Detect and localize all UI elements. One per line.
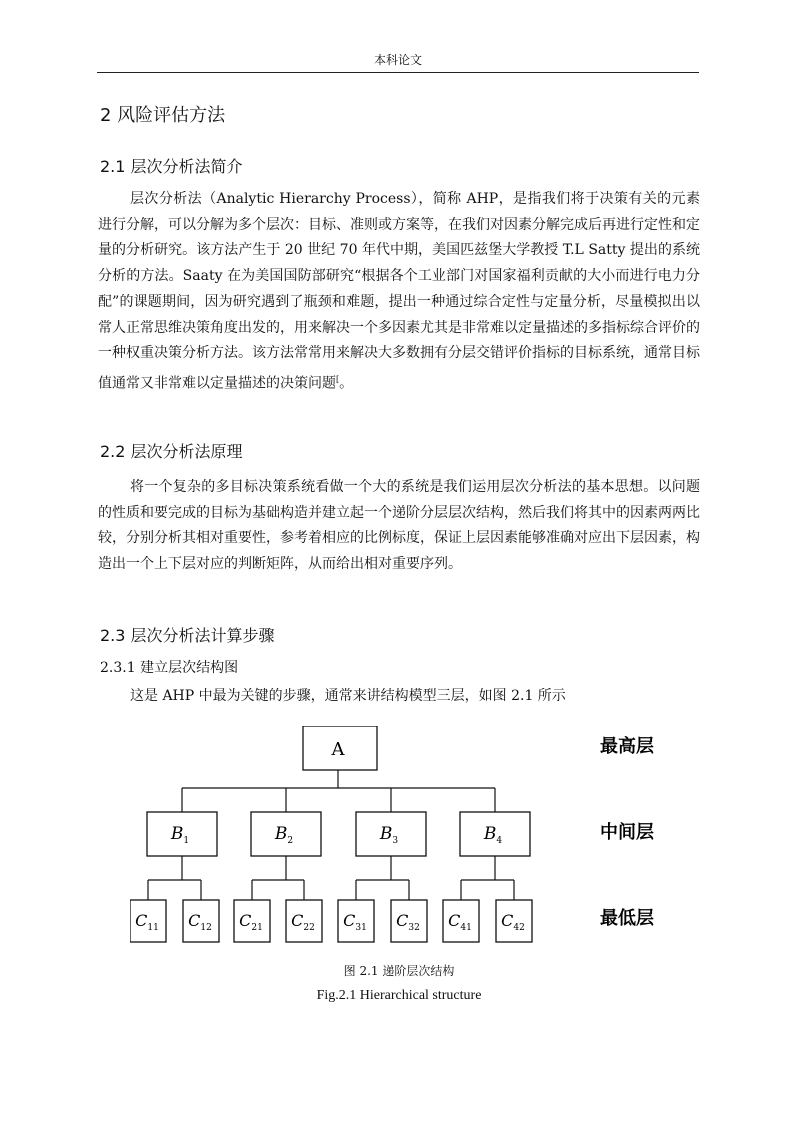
paragraph-ahp-principle: 将一个复杂的多目标决策系统看做一个大的系统是我们运用层次分析法的基本思想。以问题的性质和要完成的目标为基础构造并建立起一个递阶分层层次结构，然后我们将其中的因素两两比较，分别分析其相对重要性，参考着相应的比例标度，保证上层因素能够准确对应出下层因素，构造出一个上下层对应的判断矩阵，从而给出相对重要序列。 [98,479,700,573]
subsection-title-2-1: 2.1 层次分析法简介 [100,157,243,176]
paragraph-structure-intro: 这是 AHP 中最为关键的步骤，通常来讲结构模型三层，如图 2.1 所示 [130,688,566,704]
bottom-node-label-6: $C_{32}$ [396,911,420,933]
bottom-node-label-8: $C_{42}$ [501,911,525,933]
middle-node-label-1: $B_1$ [170,824,190,846]
subsubsection-title-2-3-1: 2.3.1 建立层次结构图 [100,660,239,676]
hierarchy-figure [130,726,670,946]
section-title: 2 风险评估方法 [100,105,226,126]
level-label-3: 最低层 [600,908,654,929]
paragraph-end-mark: 。 [339,375,354,392]
subsection-title-2-3: 2.3 层次分析法计算步骤 [100,626,275,645]
figure-caption-en: Fig.2.1 Hierarchical structure [316,988,482,1003]
hierarchy-diagram [130,726,670,946]
bottom-node-label-7: $C_{41}$ [448,911,472,933]
bottom-node-label-2: $C_{12}$ [188,911,212,933]
paragraph-ahp-intro-text: 层次分析法（Analytic Hierarchy Process），简称 AHP，是指我们将于决策有关的元素进行分解，可以分解为多个层次：目标、准则或方案等，在我们对因素分解完成后再进行定性和定量的分析研究。该方法产生于 20 世纪 70 年代中期，美国匹兹堡大学教授 T.L Satty 提出的系统分析的方法。Saaty 在为美国国防部研究“根据各个工业部门对国家福利贡献的大小而进行电力分配”的课题期间，因为研究遇到了瓶颈和难题，提出一种通过综合定性与定量分析，尽量模拟出以常人正常思维决策角度出发的，用来解决一个多因素尤其是非常难以定量描述的多指标综合评价的一种权重决策分析方法。该方法常常用来解决大多数拥有分层交错评价指标的目标系统，通常目标值通常又非常难以定量描述的决策问题 [98,191,700,392]
top-node-label: A [331,739,345,760]
page-header: 本科论文 [373,53,422,67]
reference-mark: [ [336,374,340,384]
level-label-1: 最高层 [600,736,654,757]
bottom-node-label-4: $C_{22}$ [291,911,315,933]
bottom-node-label-1: $C_{11}$ [135,911,159,933]
middle-node-label-3: $B_3$ [379,824,399,846]
header-rule [97,72,699,73]
bottom-node-label-5: $C_{31}$ [343,911,367,933]
middle-node-label-2: $B_2$ [274,824,294,846]
subsection-title-2-2: 2.2 层次分析法原理 [100,442,243,461]
middle-node-label-4: $B_4$ [483,824,503,846]
bottom-node-label-3: $C_{21}$ [239,911,263,933]
level-label-2: 中间层 [600,822,654,843]
paragraph-ahp-intro [98,187,700,397]
figure-caption-cn: 图 2.1 递阶层次结构 [343,964,455,978]
